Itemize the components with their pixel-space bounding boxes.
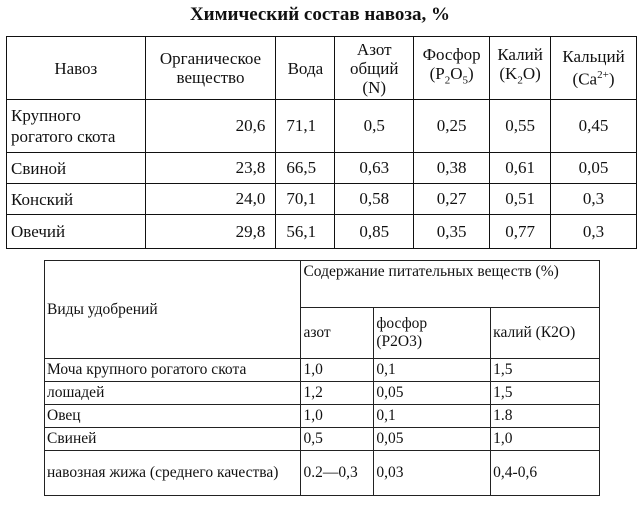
cell-organic: 29,8 [145, 215, 276, 249]
table-row [45, 359, 600, 382]
header-organic: Органическое вещество [145, 37, 276, 100]
cell-calcium: 0,45 [551, 100, 637, 153]
table-header-row [7, 37, 637, 100]
cell-nitrogen: 0,5 [301, 428, 374, 451]
cell-potassium: 0,61 [490, 153, 551, 184]
header-nitrogen: Азот общий (N) [335, 37, 414, 100]
cell-water: 56,1 [276, 215, 335, 249]
row-name: навозная жижа (среднего качества) [45, 451, 301, 496]
cell-organic: 23,8 [145, 153, 276, 184]
cell-nitrogen: 1,0 [301, 405, 374, 428]
header-calcium: Кальций $(Ca^{2+})$ [551, 37, 637, 100]
cell-phosphorus: 0,25 [414, 100, 490, 153]
cell-nitrogen: 0,63 [335, 153, 414, 184]
cell-phosphorus: 0,27 [414, 184, 490, 215]
fertilizer-nutrients-table [44, 260, 600, 496]
cell-potassium: 0,55 [490, 100, 551, 153]
table-row [7, 184, 637, 215]
manure-composition-table [6, 36, 637, 249]
cell-potassium: 0,77 [490, 215, 551, 249]
header-potassium: Калий $(K_2O)$ [490, 37, 551, 100]
cell-potassium: 0,4-0,6 [491, 451, 600, 496]
cell-potassium: 1.8 [491, 405, 600, 428]
header-phosphorus: фосфор (Р2О3) [374, 308, 491, 359]
cell-potassium: 1,5 [491, 382, 600, 405]
table-row [7, 215, 637, 249]
cell-nitrogen: 0,5 [335, 100, 414, 153]
cell-organic: 20,6 [145, 100, 276, 153]
cell-nitrogen: 0,85 [335, 215, 414, 249]
cell-phosphorus: 0,05 [374, 382, 491, 405]
page-title: Химический состав навоза, % [189, 4, 451, 25]
cell-potassium: 1,0 [491, 428, 600, 451]
cell-water: 70,1 [276, 184, 335, 215]
header-manure: Навоз [7, 37, 146, 100]
cell-nitrogen: 1,0 [301, 359, 374, 382]
row-name: Овец [45, 405, 301, 428]
cell-calcium: 0,05 [551, 153, 637, 184]
cell-calcium: 0,3 [551, 215, 637, 249]
table-row [45, 451, 600, 496]
row-name: Свиней [45, 428, 301, 451]
header-nutrient-content: Содержание питательных веществ (%) [301, 261, 600, 308]
cell-nitrogen: 1,2 [301, 382, 374, 405]
table-header-row [45, 261, 600, 308]
cell-organic: 24,0 [145, 184, 276, 215]
cell-phosphorus: 0,1 [374, 405, 491, 428]
row-name: Конский [7, 184, 146, 215]
row-name: Свиной [7, 153, 146, 184]
cell-phosphorus: 0,03 [374, 451, 491, 496]
cell-water: 71,1 [276, 100, 335, 153]
table-row [45, 405, 600, 428]
cell-phosphorus: 0,05 [374, 428, 491, 451]
cell-potassium: 1,5 [491, 359, 600, 382]
header-fertilizer-type: Виды удобрений [45, 261, 301, 359]
row-name: лошадей [45, 382, 301, 405]
table-row [7, 100, 637, 153]
cell-phosphorus: 0,1 [374, 359, 491, 382]
row-name: Овечий [7, 215, 146, 249]
row-name: Моча крупного рогатого скота [45, 359, 301, 382]
cell-calcium: 0,3 [551, 184, 637, 215]
cell-potassium: 0,51 [490, 184, 551, 215]
table-row [7, 153, 637, 184]
cell-phosphorus: 0,38 [414, 153, 490, 184]
cell-phosphorus: 0,35 [414, 215, 490, 249]
cell-water: 66,5 [276, 153, 335, 184]
row-name: Крупного рогатого скота [7, 100, 146, 153]
header-potassium: калий (К2О) [491, 308, 600, 359]
header-phosphorus: Фосфор $(P_2O_5)$ [414, 37, 490, 100]
table-row [45, 428, 600, 451]
header-nitrogen: азот [301, 308, 374, 359]
cell-nitrogen: 0.2—0,3 [301, 451, 374, 496]
header-water: Вода [276, 37, 335, 100]
cell-nitrogen: 0,58 [335, 184, 414, 215]
table-row [45, 382, 600, 405]
